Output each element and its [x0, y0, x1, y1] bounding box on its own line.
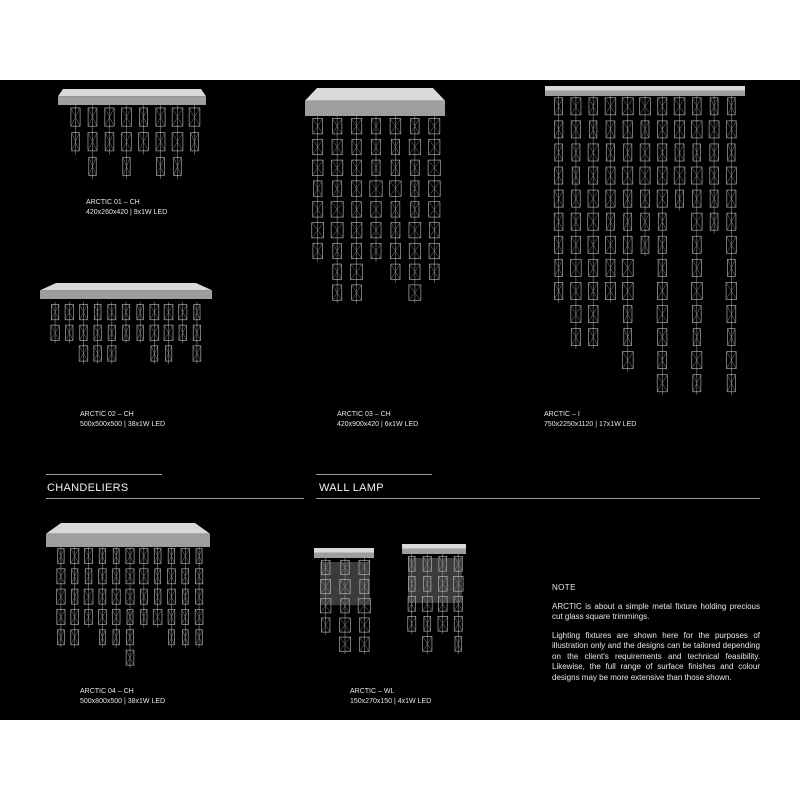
canopy-edge [58, 96, 206, 105]
arctic-i-caption [544, 410, 636, 430]
wall-lamp-heading: WALL LAMP [319, 482, 384, 494]
arctic-wl-spec: 150x270x150 | 4x1W LED [350, 698, 432, 705]
canopy-top [545, 86, 745, 91]
arctic-04-name: ARCTIC 04 – CH [80, 688, 134, 695]
arctic-wl-front-drawing [312, 548, 378, 656]
arctic-04-illustration [40, 520, 220, 670]
arctic-01-name: ARCTIC 01 – CH [86, 199, 140, 206]
canopy-top [305, 88, 445, 101]
arctic-03-name: ARCTIC 03 – CH [337, 411, 391, 418]
note-block [552, 583, 760, 691]
note-title: NOTE [552, 583, 576, 592]
arctic-wl-side-drawing [398, 544, 472, 656]
arctic-02-drawing [34, 280, 219, 380]
arctic-wl-side-illustration [398, 544, 472, 656]
arctic-wl-front-illustration [312, 548, 378, 656]
arctic-01-spec: 420x260x420 | 9x1W LED [86, 209, 168, 216]
arctic-01-illustration [55, 89, 215, 184]
arctic-04-spec: 500x800x500 | 38x1W LED [80, 698, 166, 705]
canopy-edge [46, 534, 210, 547]
chandeliers-top-rule [46, 474, 162, 475]
note-paragraph-2: Lighting fixtures are shown here for the purposes of illustration only and the designs can be tailored depending on the client's requirements and technical feasibility. Likewise, the full range of surface finishes and colour designs may be more extensive than those shown. [552, 630, 760, 682]
arctic-wl-caption [350, 687, 431, 707]
wall-lamp-bottom-rule [316, 498, 760, 499]
arctic-01-drawing [55, 89, 215, 184]
chandeliers-bottom-rule [46, 498, 304, 499]
arctic-04-drawing [40, 520, 220, 670]
chandeliers-heading: CHANDELIERS [47, 482, 129, 494]
arctic-03-drawing [300, 86, 450, 326]
catalog-sheet [0, 80, 800, 720]
canopy-edge [305, 101, 445, 116]
wall-lamp-top-rule [316, 474, 432, 475]
arctic-04-caption [80, 687, 165, 707]
note-paragraph-1: ARCTIC is about a simple metal fixture holding precious cut glass square trimmings. [552, 601, 760, 621]
arctic-01-caption [86, 198, 167, 218]
arctic-02-caption [80, 410, 165, 430]
arctic-03-caption [337, 410, 418, 430]
canopy-top [314, 548, 374, 553]
arctic-02-name: ARCTIC 02 – CH [80, 411, 134, 418]
canopy-edge [314, 553, 374, 559]
canopy-top [58, 89, 206, 96]
canopy-edge [40, 290, 212, 299]
arctic-02-spec: 500x500x500 | 38x1W LED [80, 421, 166, 428]
canopy-top [40, 283, 212, 290]
arctic-03-illustration [300, 86, 450, 326]
arctic-i-illustration [540, 83, 755, 403]
arctic-i-spec: 750x2250x1120 | 17x1W LED [544, 421, 637, 428]
canopy-top [402, 544, 466, 549]
arctic-i-name: ARCTIC – I [544, 411, 580, 418]
arctic-03-spec: 420x900x420 | 6x1W LED [337, 421, 419, 428]
canopy-top [46, 523, 210, 534]
arctic-i-drawing [540, 83, 755, 403]
canopy-edge [402, 549, 466, 555]
arctic-wl-name: ARCTIC – WL [350, 688, 395, 695]
arctic-02-illustration [34, 280, 219, 380]
